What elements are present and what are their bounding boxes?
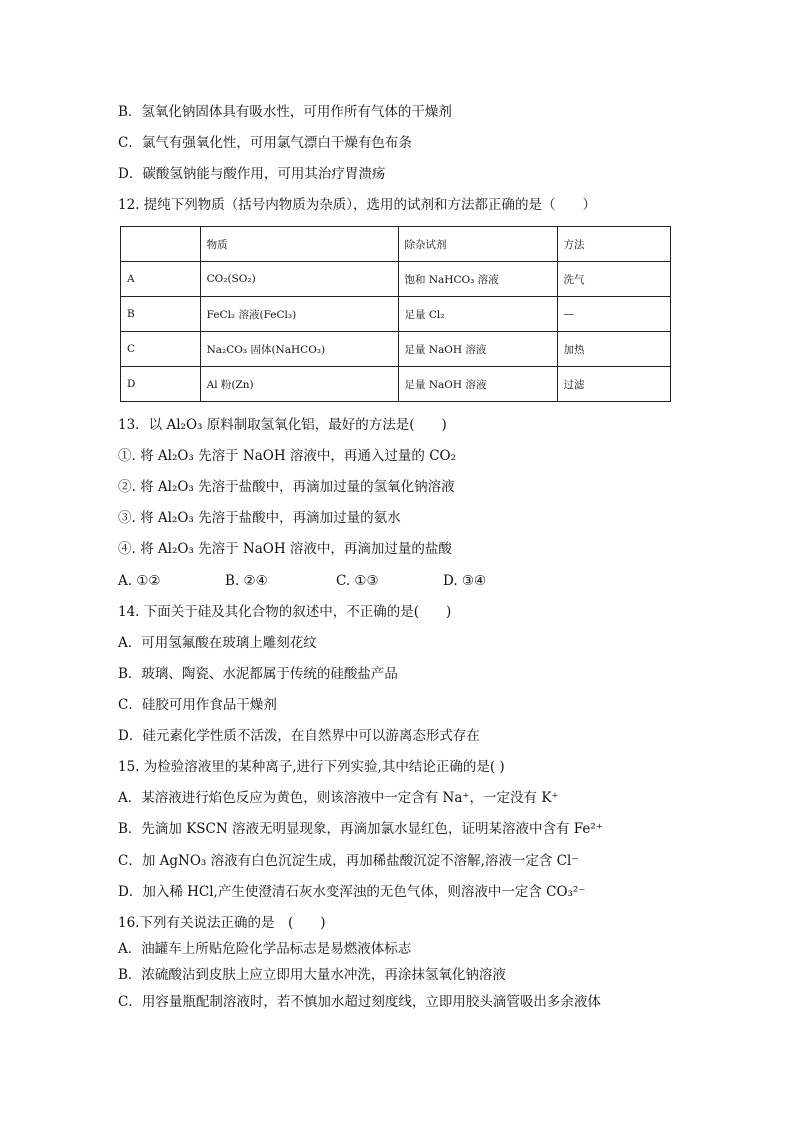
header-cell: 物质: [200, 227, 398, 262]
q13-item-3: ③. 将 Al₂O₃ 先溶于盐酸中，再滴加过量的氨水: [118, 510, 401, 526]
substance-cell: FeCl₂ 溶液(FeCl₃): [200, 297, 398, 332]
reagent-cell: 足量 NaOH 溶液: [398, 367, 557, 402]
q13-item-4: ④. 将 Al₂O₃ 先溶于 NaOH 溶液中，再滴加过量的盐酸: [118, 541, 452, 557]
q16-option-c: C．用容量瓶配制溶液时，若不慎加水超过刻度线，立即用胶头滴管吸出多余液体: [118, 994, 601, 1010]
q16-option-b: B．浓硫酸沾到皮肤上应立即用大量水冲洗，再涂抹氢氧化钠溶液: [118, 967, 506, 983]
q15-option-c: C．加 AgNO₃ 溶液有白色沉淀生成，再加稀盐酸沉淀不溶解,溶液一定含 Cl⁻: [118, 853, 579, 869]
substance-cell: Na₂CO₃ 固体(NaHCO₃): [200, 332, 398, 367]
q14-option-a: A．可用氢氟酸在玻璃上雕刻花纹: [118, 635, 317, 651]
q12-stem: 12. 提纯下列物质（括号内物质为杂质），选用的试剂和方法都正确的是（ ）: [118, 197, 597, 213]
q14-option-d: D．硅元素化学性质不活泼，在自然界中可以游离态形式存在: [118, 728, 480, 744]
q13-item-2: ②. 将 Al₂O₃ 先溶于盐酸中，再滴加过量的氢氧化钠溶液: [118, 479, 455, 495]
table-row: [121, 297, 671, 332]
q13-option-b: B. ②④: [225, 573, 268, 589]
q13-stem: 13．以 Al₂O₃ 原料制取氢氧化铝，最好的方法是( ): [118, 417, 447, 433]
row-label: B: [121, 297, 201, 332]
row-label: D: [121, 367, 201, 402]
q13-options: [118, 572, 718, 590]
row-label: A: [121, 262, 201, 297]
q15-option-a: A．某溶液进行焰色反应为黄色，则该溶液中一定含有 Na⁺，一定没有 K⁺: [118, 790, 559, 806]
method-cell: 过滤: [557, 367, 670, 402]
substance-cell: Al 粉(Zn): [200, 367, 398, 402]
q13-option-d: D. ③④: [443, 573, 487, 589]
q11-option-b: B．氢氧化钠固体具有吸水性，可用作所有气体的干燥剂: [118, 104, 452, 120]
reagent-cell: 足量 NaOH 溶液: [398, 332, 557, 367]
header-cell: 方法: [557, 227, 670, 262]
q11-option-d: D．碳酸氢钠能与酸作用，可用其治疗胃溃疡: [118, 166, 386, 182]
q13-item-1: ①. 将 Al₂O₃ 先溶于 NaOH 溶液中，再通入过量的 CO₂: [118, 448, 457, 464]
table-row: [121, 367, 671, 402]
q11-option-c: C．氯气有强氧化性，可用氯气漂白干燥有色布条: [118, 135, 412, 151]
q13-option-a: A. ①②: [118, 573, 161, 589]
q16-option-a: A．油罐车上所贴危险化学品标志是易燃液体标志: [118, 941, 412, 957]
table-row: [121, 262, 671, 297]
q16-stem: 16.下列有关说法正确的是 ( ): [118, 915, 326, 931]
method-cell: 洗气: [557, 262, 670, 297]
header-cell: 除杂试剂: [398, 227, 557, 262]
q13-option-c: C. ①③: [336, 573, 379, 589]
purification-table: [120, 226, 671, 402]
table-row: [121, 332, 671, 367]
q14-stem: 14. 下面关于硅及其化合物的叙述中，不正确的是( ): [118, 604, 452, 620]
reagent-cell: 饱和 NaHCO₃ 溶液: [398, 262, 557, 297]
q15-stem: 15. 为检验溶液里的某种离子,进行下列实验,其中结论正确的是( ): [118, 759, 505, 775]
header-cell: [121, 227, 201, 262]
table-header-row: [121, 227, 671, 262]
substance-cell: CO₂(SO₂): [200, 262, 398, 297]
method-cell: —: [557, 297, 670, 332]
method-cell: 加热: [557, 332, 670, 367]
reagent-cell: 足量 Cl₂: [398, 297, 557, 332]
row-label: C: [121, 332, 201, 367]
q14-option-b: B．玻璃、陶瓷、水泥都属于传统的硅酸盐产品: [118, 666, 398, 682]
q15-option-b: B．先滴加 KSCN 溶液无明显现象，再滴加氯水显红色，证明某溶液中含有 Fe²⁺: [118, 821, 603, 837]
q14-option-c: C．硅胶可用作食品干燥剂: [118, 697, 277, 713]
q15-option-d: D．加入稀 HCl,产生使澄清石灰水变浑浊的无色气体，则溶液中一定含 CO₃²⁻: [118, 884, 586, 900]
